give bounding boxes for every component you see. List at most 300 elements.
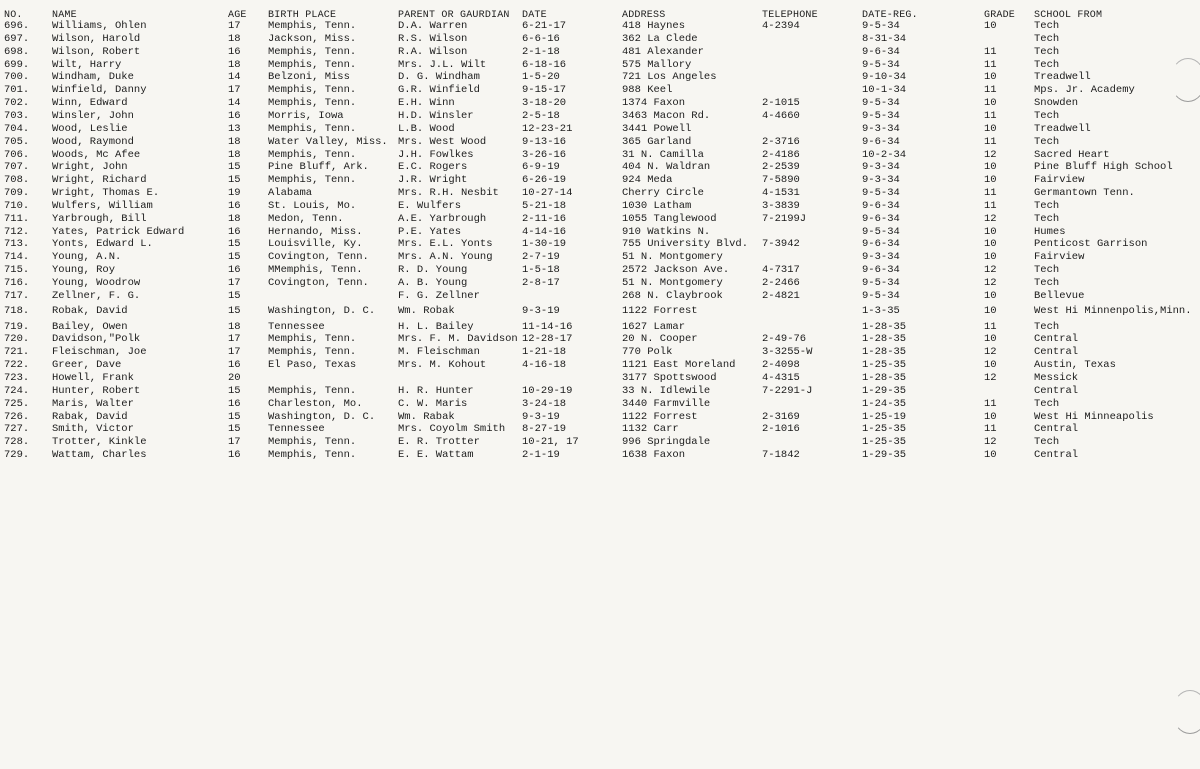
birth-place-cell: Jackson, Miss. [268,32,357,45]
date-registered-cell: 1-25-19 [862,410,907,423]
birth-date-cell: 9-13-16 [522,135,567,148]
punch-hole-top [1170,58,1200,102]
parent-or-guardian-cell: D. G. Windham [398,71,480,84]
parent-or-guardian-cell: Wm. Robak [398,304,455,317]
address-cell: 3440 Farmville [622,397,711,410]
birth-date-cell: 3-18-20 [522,97,567,110]
punch-hole-bottom [1172,690,1200,734]
address-cell: 3177 Spottswood [622,371,717,384]
date-registered-cell: 9-5-34 [862,20,900,32]
date-registered-cell: 1-24-35 [862,397,907,410]
student-name-cell: Wright, Richard [52,174,147,187]
date-registered-cell: 9-5-34 [862,277,900,289]
table-row [0,436,1200,449]
entry-number-cell: 718. [4,304,30,317]
school-from-cell: Fairview [1034,174,1085,187]
birth-date-cell: 2-11-16 [522,212,567,225]
birth-place-cell: Covington, Tenn. [268,277,369,289]
entry-number-cell: 728. [4,436,30,449]
grade-cell: 11 [984,84,997,97]
grade-cell: 10 [984,161,997,174]
age-cell: 20 [228,371,241,384]
parent-or-guardian-cell: L.B. Wood [398,122,455,135]
age-cell: 16 [228,45,241,58]
address-cell: 362 La Clede [622,32,698,45]
student-name-cell: Yates, Patrick Edward [52,225,185,238]
entry-number-cell: 721. [4,346,30,359]
birth-place-cell: Pine Bluff, Ark. [268,161,369,174]
school-from-cell: West Hi Minneapolis [1034,410,1154,423]
address-cell: 33 N. Idlewile [622,384,711,397]
grade-cell: 10 [984,359,997,372]
grade-cell: 10 [984,333,997,346]
parent-or-guardian-cell: Mrs. A.N. Young [398,251,493,264]
telephone-cell: 3-3839 [762,199,800,212]
birth-date-cell: 6-21-17 [522,20,567,32]
telephone-cell: 4-4660 [762,110,800,122]
age-cell: 18 [228,212,241,225]
entry-number-cell: 697. [4,32,30,45]
telephone-cell: 7-5890 [762,174,800,187]
address-cell: 1121 East Moreland [622,359,736,372]
age-cell: 17 [228,346,241,359]
table-row [0,423,1200,436]
grade-cell: 12 [984,346,997,359]
date-registered-cell: 9-10-34 [862,71,907,84]
student-name-cell: Trotter, Kinkle [52,436,147,449]
table-row [0,213,1200,226]
address-cell: 1030 Latham [622,199,692,212]
grade-cell: 11 [984,110,997,122]
birth-place-cell: Charleston, Mo. [268,397,363,410]
telephone-cell: 4-2394 [762,20,800,32]
birth-date-cell: 10-29-19 [522,384,573,397]
birth-date-cell: 2-7-19 [522,251,560,264]
student-name-cell: Young, Woodrow [52,277,141,289]
grade-cell: 10 [984,122,997,135]
table-row [0,187,1200,200]
grade-cell: 11 [984,199,997,212]
age-cell: 17 [228,84,241,97]
parent-or-guardian-cell: R.S. Wilson [398,32,468,45]
header-grade: GRADE [984,10,1016,21]
student-name-cell: Wright, Thomas E. [52,187,160,199]
parent-or-guardian-cell: H. R. Hunter [398,384,474,397]
entry-number-cell: 696. [4,20,30,32]
header-telephone: TELEPHONE [762,10,818,21]
student-name-cell: Hunter, Robert [52,384,141,397]
date-registered-cell: 1-28-35 [862,320,907,333]
birth-place-cell: Memphis, Tenn. [268,84,357,97]
table-row [0,449,1200,462]
birth-date-cell: 3-24-18 [522,397,567,410]
header-age: AGE [228,10,247,21]
school-from-cell: West Hi Minnenpolis,Minn. [1034,304,1192,317]
birth-date-cell: 1-30-19 [522,238,567,251]
table-row [0,174,1200,187]
grade-cell: 11 [984,135,997,148]
entry-number-cell: 729. [4,449,30,462]
header-name: NAME [52,10,77,21]
grade-cell: 10 [984,238,997,251]
address-cell: 1627 Lamar [622,320,686,333]
date-registered-cell: 9-5-34 [862,58,900,71]
telephone-cell: 4-7317 [762,264,800,277]
telephone-cell: 7-2199J [762,212,807,225]
birth-date-cell: 1-21-18 [522,346,567,359]
address-cell: 1132 Carr [622,423,679,436]
header-date-reg: DATE-REG. [862,10,918,21]
address-cell: 481 Alexander [622,45,704,58]
entry-number-cell: 705. [4,135,30,148]
table-row [0,333,1200,346]
date-registered-cell: 1-3-35 [862,304,900,317]
birth-place-cell: Memphis, Tenn. [268,174,357,187]
birth-place-cell: Tennessee [268,423,325,436]
table-row [0,346,1200,359]
table-row [0,359,1200,372]
entry-number-cell: 709. [4,187,30,199]
address-cell: 268 N. Claybrook [622,289,723,302]
table-row [0,372,1200,385]
birth-place-cell: MMemphis, Tenn. [268,264,363,277]
parent-or-guardian-cell: H.D. Winsler [398,110,474,122]
age-cell: 16 [228,225,241,238]
header-birth-place: BIRTH PLACE [268,10,337,21]
entry-number-cell: 716. [4,277,30,289]
grade-cell: 10 [984,289,997,302]
telephone-cell: 7-2291-J [762,384,813,397]
address-cell: 20 N. Cooper [622,333,698,346]
table-row [0,385,1200,398]
birth-date-cell: 9-15-17 [522,84,567,97]
entry-number-cell: 712. [4,225,30,238]
address-cell: 721 Los Angeles [622,71,717,84]
entry-number-cell: 717. [4,289,30,302]
entry-number-cell: 715. [4,264,30,277]
telephone-cell: 7-3942 [762,238,800,251]
school-from-cell: Tech [1034,277,1060,289]
school-from-cell: Tech [1034,45,1060,58]
address-cell: 365 Garland [622,135,692,148]
date-registered-cell: 9-6-34 [862,199,900,212]
grade-cell: 11 [984,45,997,58]
parent-or-guardian-cell: Mrs. Coyolm Smith [398,423,506,436]
parent-or-guardian-cell: D.A. Warren [398,20,468,32]
header-address: ADDRESS [622,10,666,21]
entry-number-cell: 704. [4,122,30,135]
grade-cell: 10 [984,20,997,32]
student-name-cell: Wilson, Harold [52,32,141,45]
student-name-cell: Davidson,"Polk [52,333,141,346]
student-name-cell: Yarbrough, Bill [52,212,147,225]
parent-or-guardian-cell: R. D. Young [398,264,468,277]
telephone-cell: 2-4098 [762,359,800,372]
birth-date-cell: 9-3-19 [522,304,560,317]
student-name-cell: Robak, David [52,304,128,317]
table-row [0,290,1200,303]
parent-or-guardian-cell: R.A. Wilson [398,45,468,58]
school-from-cell: Messick [1034,371,1079,384]
date-registered-cell: 1-28-35 [862,371,907,384]
entry-number-cell: 724. [4,384,30,397]
school-from-cell: Central [1034,346,1079,359]
birth-date-cell: 2-5-18 [522,110,560,122]
address-cell: 51 N. Montgomery [622,277,723,289]
age-cell: 15 [228,423,241,436]
birth-place-cell: Covington, Tenn. [268,251,369,264]
birth-place-cell: Water Valley, Miss. [268,135,388,148]
entry-number-cell: 708. [4,174,30,187]
entry-number-cell: 727. [4,423,30,436]
birth-date-cell: 8-27-19 [522,423,567,436]
school-from-cell: Tech [1034,20,1060,32]
address-cell: 3463 Macon Rd. [622,110,711,122]
table-row [0,238,1200,251]
date-registered-cell: 9-3-34 [862,251,900,264]
date-registered-cell: 9-6-34 [862,45,900,58]
parent-or-guardian-cell: E. E. Wattam [398,449,474,462]
parent-or-guardian-cell: M. Fleischman [398,346,480,359]
address-cell: 1055 Tanglewood [622,212,717,225]
school-from-cell: Fairview [1034,251,1085,264]
student-name-cell: Greer, Dave [52,359,122,372]
age-cell: 16 [228,449,241,462]
school-from-cell: Mps. Jr. Academy [1034,84,1135,97]
school-from-cell: Central [1034,333,1079,346]
grade-cell: 11 [984,58,997,71]
age-cell: 15 [228,410,241,423]
school-from-cell: Humes [1034,225,1066,238]
student-name-cell: Winn, Edward [52,97,128,110]
school-from-cell: Tech [1034,58,1060,71]
age-cell: 15 [228,238,241,251]
date-registered-cell: 9-5-34 [862,187,900,199]
table-row [0,97,1200,110]
table-row [0,251,1200,264]
entry-number-cell: 725. [4,397,30,410]
grade-cell: 11 [984,397,997,410]
birth-date-cell: 6-9-19 [522,161,560,174]
school-from-cell: Tech [1034,212,1060,225]
parent-or-guardian-cell: Wm. Rabak [398,410,455,423]
table-row [0,110,1200,123]
age-cell: 15 [228,161,241,174]
school-from-cell: Treadwell [1034,71,1091,84]
birth-place-cell: Memphis, Tenn. [268,97,357,110]
student-name-cell: Wilson, Robert [52,45,141,58]
date-registered-cell: 8-31-34 [862,32,907,45]
entry-number-cell: 707. [4,161,30,174]
address-cell: 1638 Faxon [622,449,686,462]
school-from-cell: Penticost Garrison [1034,238,1148,251]
student-name-cell: Maris, Walter [52,397,134,410]
age-cell: 15 [228,289,241,302]
school-from-cell: Bellevue [1034,289,1085,302]
date-registered-cell: 9-6-34 [862,212,900,225]
date-registered-cell: 1-25-35 [862,359,907,372]
birth-place-cell: Memphis, Tenn. [268,122,357,135]
entry-number-cell: 710. [4,199,30,212]
student-name-cell: Rabak, David [52,410,128,423]
address-cell: 924 Meda [622,174,673,187]
parent-or-guardian-cell: Mrs. E.L. Yonts [398,238,493,251]
student-name-cell: Young, A.N. [52,251,122,264]
address-cell: 988 Keel [622,84,673,97]
birth-date-cell: 4-16-18 [522,359,567,372]
age-cell: 18 [228,320,241,333]
birth-date-cell: 3-26-16 [522,148,567,161]
birth-place-cell: Memphis, Tenn. [268,148,357,161]
student-name-cell: Zellner, F. G. [52,289,141,302]
parent-or-guardian-cell: F. G. Zellner [398,289,480,302]
birth-place-cell: Belzoni, Miss [268,71,350,84]
birth-place-cell: Memphis, Tenn. [268,449,357,462]
grade-cell: 12 [984,264,997,277]
entry-number-cell: 719. [4,320,30,333]
grade-cell: 10 [984,449,997,462]
telephone-cell: 4-4315 [762,371,800,384]
telephone-cell: 4-1531 [762,187,800,199]
address-cell: 575 Mallory [622,58,692,71]
grade-cell: 10 [984,304,997,317]
school-from-cell: Sacred Heart [1034,148,1110,161]
age-cell: 16 [228,264,241,277]
address-cell: 51 N. Montgomery [622,251,723,264]
birth-place-cell: Memphis, Tenn. [268,384,357,397]
school-from-cell: Tech [1034,135,1060,148]
parent-or-guardian-cell: G.R. Winfield [398,84,480,97]
birth-date-cell: 4-14-16 [522,225,567,238]
address-cell: 404 N. Waldran [622,161,711,174]
table-row [0,226,1200,239]
date-registered-cell: 9-5-34 [862,97,900,110]
address-cell: 418 Haynes [622,20,686,32]
school-from-cell: Tech [1034,264,1060,277]
school-from-cell: Tech [1034,110,1060,122]
student-name-cell: Wood, Raymond [52,135,134,148]
table-row [0,277,1200,290]
age-cell: 14 [228,97,241,110]
date-registered-cell: 9-6-34 [862,135,900,148]
age-cell: 15 [228,174,241,187]
telephone-cell: 2-49-76 [762,333,807,346]
age-cell: 15 [228,384,241,397]
address-cell: 755 University Blvd. [622,238,749,251]
school-from-cell: Central [1034,423,1079,436]
age-cell: 17 [228,333,241,346]
age-cell: 15 [228,304,241,317]
parent-or-guardian-cell: J.H. Fowlkes [398,148,474,161]
address-cell: 1374 Faxon [622,97,686,110]
header-date: DATE [522,10,547,21]
birth-place-cell: Memphis, Tenn. [268,45,357,58]
parent-or-guardian-cell: E. R. Trotter [398,436,480,449]
student-name-cell: Smith, Victor [52,423,134,436]
age-cell: 16 [228,397,241,410]
birth-place-cell: Memphis, Tenn. [268,436,357,449]
age-cell: 16 [228,110,241,122]
telephone-cell: 2-4821 [762,289,800,302]
entry-number-cell: 706. [4,148,30,161]
address-cell: 3441 Powell [622,122,692,135]
birth-place-cell: Medon, Tenn. [268,212,344,225]
birth-place-cell: Tennessee [268,320,325,333]
school-from-cell: Austin, Texas [1034,359,1116,372]
parent-or-guardian-cell: Mrs. West Wood [398,135,487,148]
entry-number-cell: 700. [4,71,30,84]
date-registered-cell: 10-2-34 [862,148,907,161]
header-no: NO. [4,10,23,21]
entry-number-cell: 722. [4,359,30,372]
table-row [0,71,1200,84]
student-name-cell: Wilt, Harry [52,58,122,71]
grade-cell: 10 [984,410,997,423]
student-name-cell: Williams, Ohlen [52,20,147,32]
age-cell: 17 [228,20,241,32]
student-name-cell: Woods, Mc Afee [52,148,141,161]
entry-number-cell: 711. [4,212,30,225]
student-name-cell: Wood, Leslie [52,122,128,135]
entry-number-cell: 699. [4,58,30,71]
grade-cell: 12 [984,212,997,225]
telephone-cell: 2-3169 [762,410,800,423]
date-registered-cell: 1-25-35 [862,423,907,436]
birth-place-cell: Alabama [268,187,313,199]
school-from-cell: Tech [1034,397,1060,410]
date-registered-cell: 9-3-34 [862,161,900,174]
parent-or-guardian-cell: Mrs. R.H. Nesbit [398,187,499,199]
table-row [0,33,1200,46]
student-name-cell: Winfield, Danny [52,84,147,97]
date-registered-cell: 1-28-35 [862,333,907,346]
school-from-cell: Tech [1034,320,1060,333]
grade-cell: 12 [984,277,997,289]
parent-or-guardian-cell: E.C. Rogers [398,161,468,174]
parent-or-guardian-cell: Mrs. J.L. Wilt [398,58,487,71]
table-row [0,20,1200,33]
address-cell: 31 N. Camilla [622,148,704,161]
grade-cell: 10 [984,174,997,187]
birth-date-cell: 6-6-16 [522,32,560,45]
birth-place-cell: Morris, Iowa [268,110,344,122]
birth-place-cell: Louisville, Ky. [268,238,363,251]
school-from-cell: Germantown Tenn. [1034,187,1135,199]
grade-cell: 11 [984,320,997,333]
birth-date-cell: 1-5-20 [522,71,560,84]
birth-place-cell: Washington, D. C. [268,410,376,423]
age-cell: 15 [228,251,241,264]
birth-date-cell: 2-8-17 [522,277,560,289]
age-cell: 14 [228,71,241,84]
age-cell: 18 [228,148,241,161]
birth-date-cell: 12-23-21 [522,122,573,135]
date-registered-cell: 1-29-35 [862,384,907,397]
address-cell: 996 Springdale [622,436,711,449]
table-row [0,411,1200,424]
age-cell: 18 [228,58,241,71]
school-from-cell: Central [1034,449,1079,462]
age-cell: 16 [228,359,241,372]
entry-number-cell: 723. [4,371,30,384]
school-from-cell: Tech [1034,199,1060,212]
school-from-cell: Treadwell [1034,122,1091,135]
telephone-cell: 2-2466 [762,277,800,289]
entry-number-cell: 698. [4,45,30,58]
age-cell: 16 [228,199,241,212]
telephone-cell: 7-1842 [762,449,800,462]
table-row [0,59,1200,72]
